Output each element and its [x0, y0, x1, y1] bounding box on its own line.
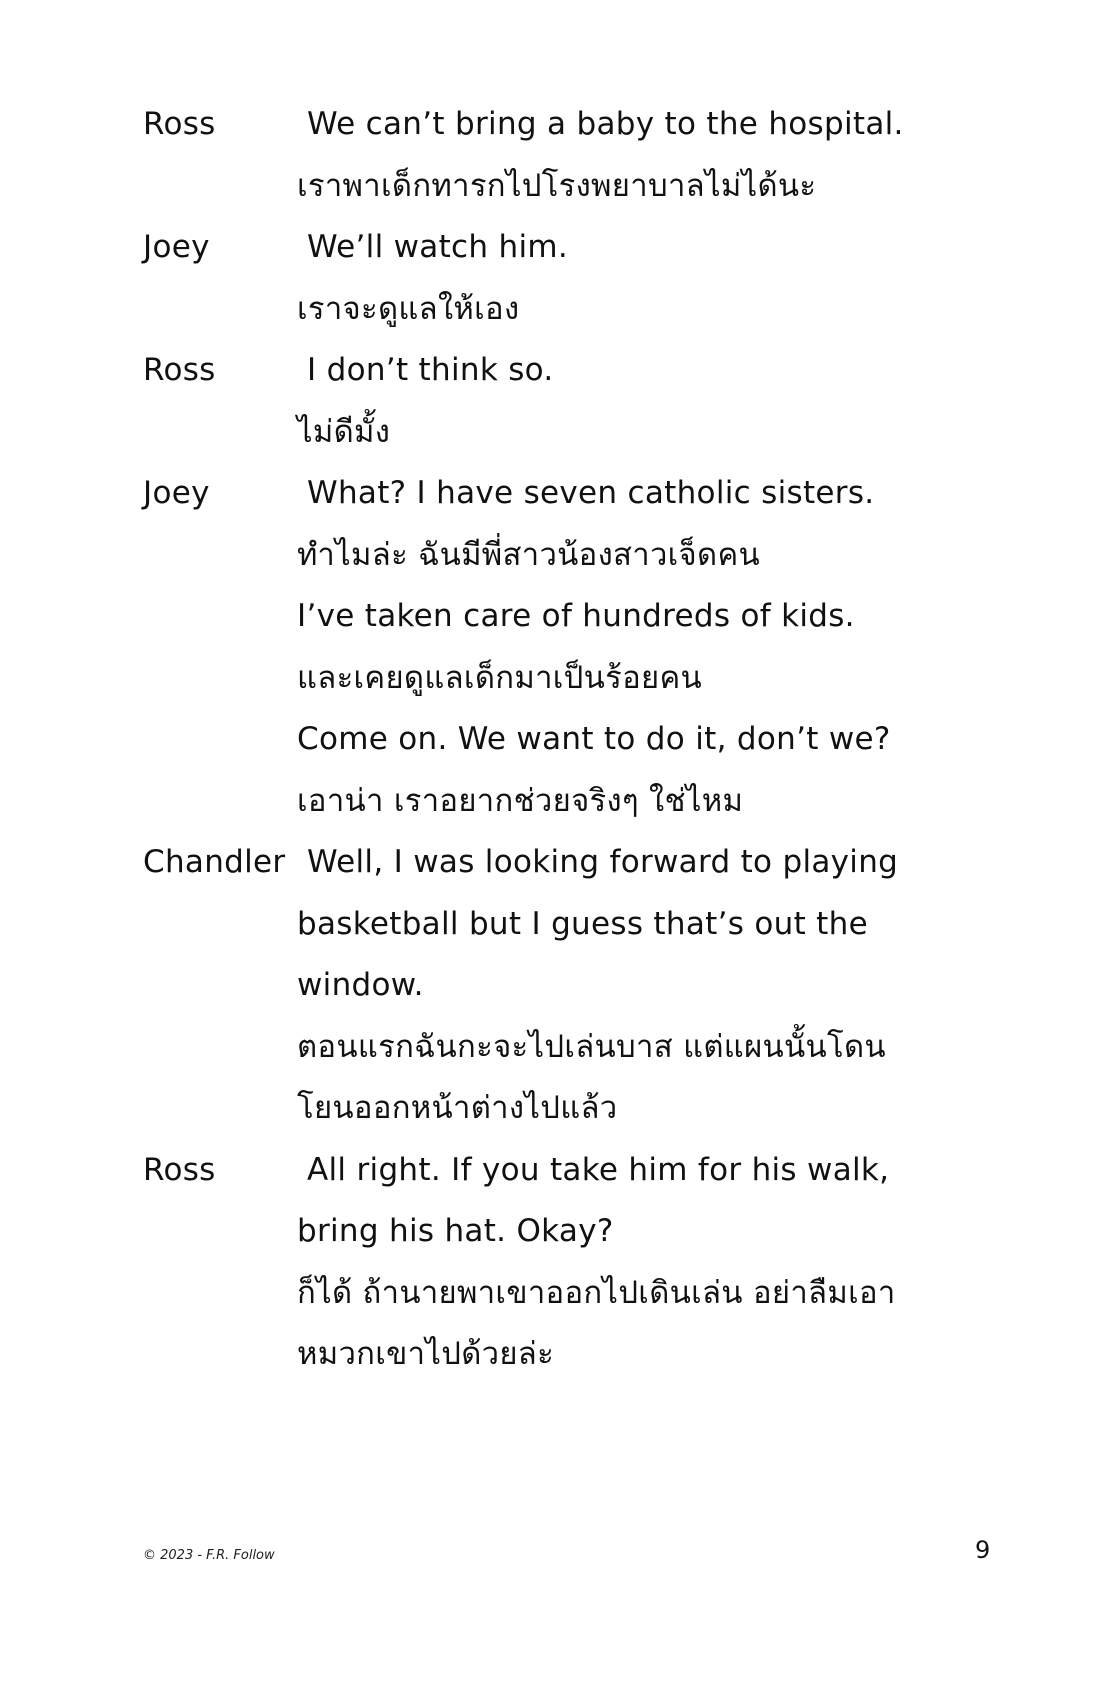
dialogue-line-english: I don’t think so.: [307, 352, 554, 388]
speaker-name: Joey: [143, 475, 210, 511]
dialogue-line-thai: ก็ได้ ถ้านายพาเขาออกไปเดินเล่น อย่าลืมเอา: [297, 1275, 896, 1311]
dialogue-line-thai: ไม่ดีมั้ง: [297, 414, 391, 450]
dialogue-line-english: We’ll watch him.: [307, 229, 569, 265]
copyright-notice: © 2023 - F.R. Follow: [143, 1548, 275, 1563]
dialogue-line-english: window.: [297, 967, 424, 1003]
dialogue-line-english: We can’t bring a baby to the hospital.: [307, 106, 904, 142]
dialogue-line-english: I’ve taken care of hundreds of kids.: [297, 598, 855, 634]
dialogue-line-english: Well, I was looking forward to playing: [307, 844, 899, 880]
dialogue-line-english: What? I have seven catholic sisters.: [307, 475, 875, 511]
speaker-name: Ross: [143, 1152, 216, 1188]
dialogue-line-thai: ตอนแรกฉันกะจะไปเล่นบาส แต่แผนนั้นโดน: [297, 1029, 886, 1065]
dialogue-line-english: All right. If you take him for his walk,: [307, 1152, 890, 1188]
dialogue-line-thai: เราจะดูแลให้เอง: [297, 291, 520, 327]
dialogue-line-english: Come on. We want to do it, don’t we?: [297, 721, 891, 757]
dialogue-line-english: basketball but I guess that’s out the: [297, 906, 868, 942]
dialogue-line-thai: เอาน่า เราอยากช่วยจริงๆ ใช่ไหม: [297, 783, 744, 819]
speaker-name: Joey: [143, 229, 210, 265]
dialogue-line-thai: เราพาเด็กทารกไปโรงพยาบาลไม่ได้นะ: [297, 168, 817, 204]
speaker-name: Ross: [143, 352, 216, 388]
dialogue-line-thai: และเคยดูแลเด็กมาเป็นร้อยคน: [297, 660, 702, 696]
page-number: 9: [975, 1536, 991, 1564]
speaker-name: Ross: [143, 106, 216, 142]
dialogue-line-thai: โยนออกหน้าต่างไปแล้ว: [297, 1090, 618, 1126]
dialogue-line-thai: ทำไมล่ะ ฉันมีพี่สาวน้องสาวเจ็ดคน: [297, 537, 760, 573]
dialogue-line-thai: หมวกเขาไปด้วยล่ะ: [297, 1336, 555, 1372]
speaker-name: Chandler: [143, 844, 286, 880]
dialogue-line-english: bring his hat. Okay?: [297, 1213, 614, 1249]
